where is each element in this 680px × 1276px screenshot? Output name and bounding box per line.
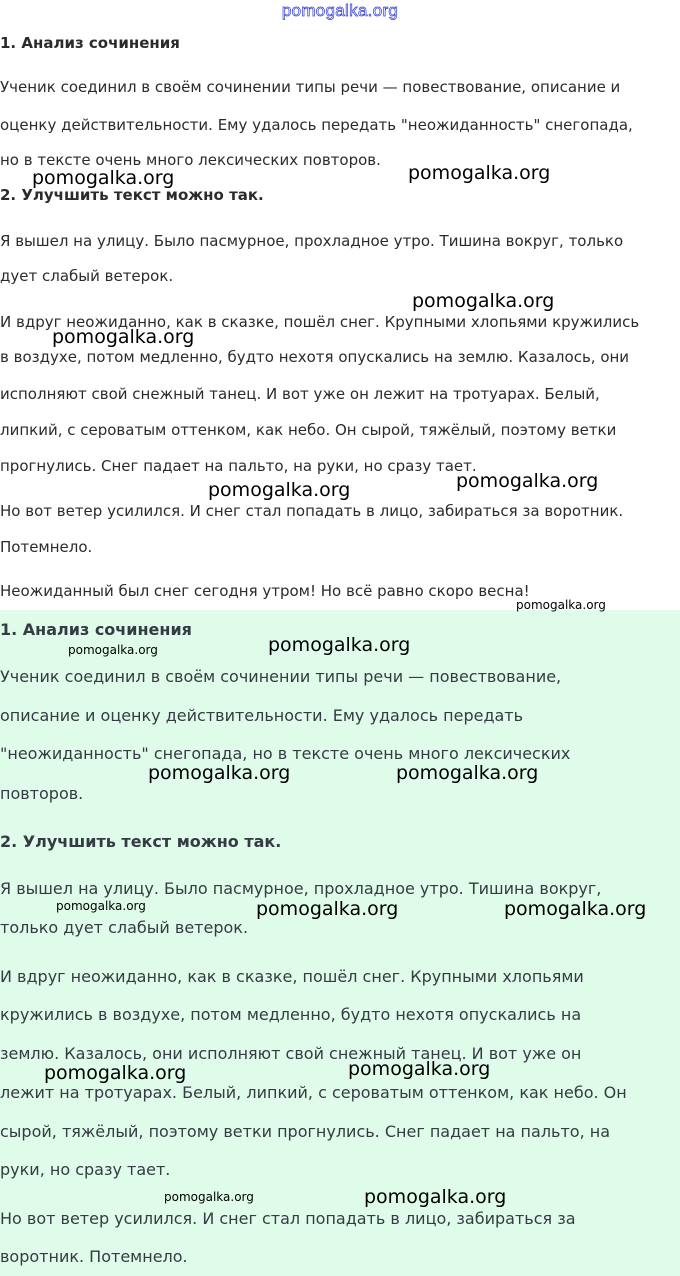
analysis-heading: 1. Анализ сочинения — [0, 620, 192, 639]
watermark: pomogalka.org — [44, 1062, 187, 1084]
analysis-line-3: "неожиданность" снегопада, но в тексте очень много лексических — [0, 744, 571, 763]
paragraph-2-line-1: И вдруг неожиданно, как в сказке, пошёл снег. Крупными хлопьями — [0, 967, 584, 986]
watermark: pomogalka.org — [68, 643, 158, 657]
analysis-line-3: но в тексте очень много лексических повторов. — [0, 151, 381, 169]
analysis-line-2: описание и оценку действительности. Ему удалось передать — [0, 706, 524, 725]
watermark: pomogalka.org — [504, 898, 647, 920]
analysis-line-1: Ученик соединил в своём сочинении типы речи — повествование, описание и — [0, 78, 621, 96]
paragraph-2-line-4: липкий, с сероватым оттенком, как небо. Он сырой, тяжёлый, поэтому ветки — [0, 421, 617, 439]
paragraph-2-line-2: кружились в воздухе, потом медленно, будто нехотя опускались на — [0, 1005, 582, 1024]
watermark: pomogalka.org — [456, 470, 599, 492]
paragraph-4-line-1: Неожиданный был снег сегодня утром! Но всё равно скоро весна! — [0, 582, 530, 600]
paragraph-2-line-5: прогнулись. Снег падает на пальто, на руки, но сразу тает. — [0, 457, 477, 475]
watermark: pomogalka.org — [256, 898, 399, 920]
watermark: pomogalka.org — [32, 167, 175, 189]
site-logo[interactable]: pomogalka.org — [281, 1, 399, 20]
paragraph-1-line-1: Я вышел на улицу. Было пасмурное, прохладное утро. Тишина вокруг, — [0, 879, 602, 898]
watermark: pomogalka.org — [148, 762, 291, 784]
watermark: pomogalka.org — [268, 634, 411, 656]
paragraph-3-line-2: воротник. Потемнело. — [0, 1247, 188, 1266]
paragraph-2-line-5: сырой, тяжёлый, поэтому ветки прогнулись. Снег падает на пальто, на — [0, 1122, 611, 1141]
watermark: pomogalka.org — [364, 1186, 507, 1208]
paragraph-2-line-1: И вдруг неожиданно, как в сказке, пошёл снег. Крупными хлопьями кружились — [0, 313, 640, 331]
watermark: pomogalka.org — [408, 162, 551, 184]
paragraph-1-line-1: Я вышел на улицу. Было пасмурное, прохладное утро. Тишина вокруг, только — [0, 232, 624, 250]
watermark: pomogalka.org — [516, 598, 606, 612]
watermark: pomogalka.org — [412, 290, 555, 312]
analysis-line-4: повторов. — [0, 784, 84, 803]
watermark: pomogalka.org — [56, 899, 146, 913]
watermark: pomogalka.org — [348, 1058, 491, 1080]
analysis-heading: 1. Анализ сочинения — [0, 34, 180, 52]
watermark: pomogalka.org — [164, 1190, 254, 1204]
solution-block-2 — [0, 610, 680, 1276]
watermark: pomogalka.org — [52, 326, 195, 348]
paragraph-2-line-4: лежит на тротуарах. Белый, липкий, с сероватым оттенком, как небо. Он — [0, 1083, 627, 1102]
improve-heading: 2. Улучшить текст можно так. — [0, 186, 264, 204]
paragraph-3-line-2: Потемнело. — [0, 538, 93, 556]
paragraph-3-line-1: Но вот ветер усилился. И снег стал попадать в лицо, забираться за воротник. — [0, 502, 624, 520]
analysis-line-2: оценку действительности. Ему удалось передать "неожиданность" снегопада, — [0, 116, 633, 134]
paragraph-2-line-2: в воздухе, потом медленно, будто нехотя опускались на землю. Казалось, они — [0, 348, 630, 366]
analysis-line-1: Ученик соединил в своём сочинении типы речи — повествование, — [0, 667, 562, 686]
paragraph-2-line-6: руки, но сразу тает. — [0, 1160, 171, 1179]
paragraph-2-line-3: исполняют свой снежный танец. И вот уже он лежит на тротуарах. Белый, — [0, 385, 600, 403]
paragraph-3-line-1: Но вот ветер усилился. И снег стал попадать в лицо, забираться за — [0, 1209, 576, 1228]
paragraph-1-line-2: дует слабый ветерок. — [0, 267, 174, 285]
paragraph-1-line-2: только дует слабый ветерок. — [0, 918, 249, 937]
improve-heading: 2. Улучшить текст можно так. — [0, 832, 282, 851]
solution-block-1 — [0, 0, 680, 610]
watermark: pomogalka.org — [208, 479, 351, 501]
watermark: pomogalka.org — [396, 762, 539, 784]
paragraph-2-line-3: землю. Казалось, они исполняют свой снежный танец. И вот уже он — [0, 1044, 582, 1063]
